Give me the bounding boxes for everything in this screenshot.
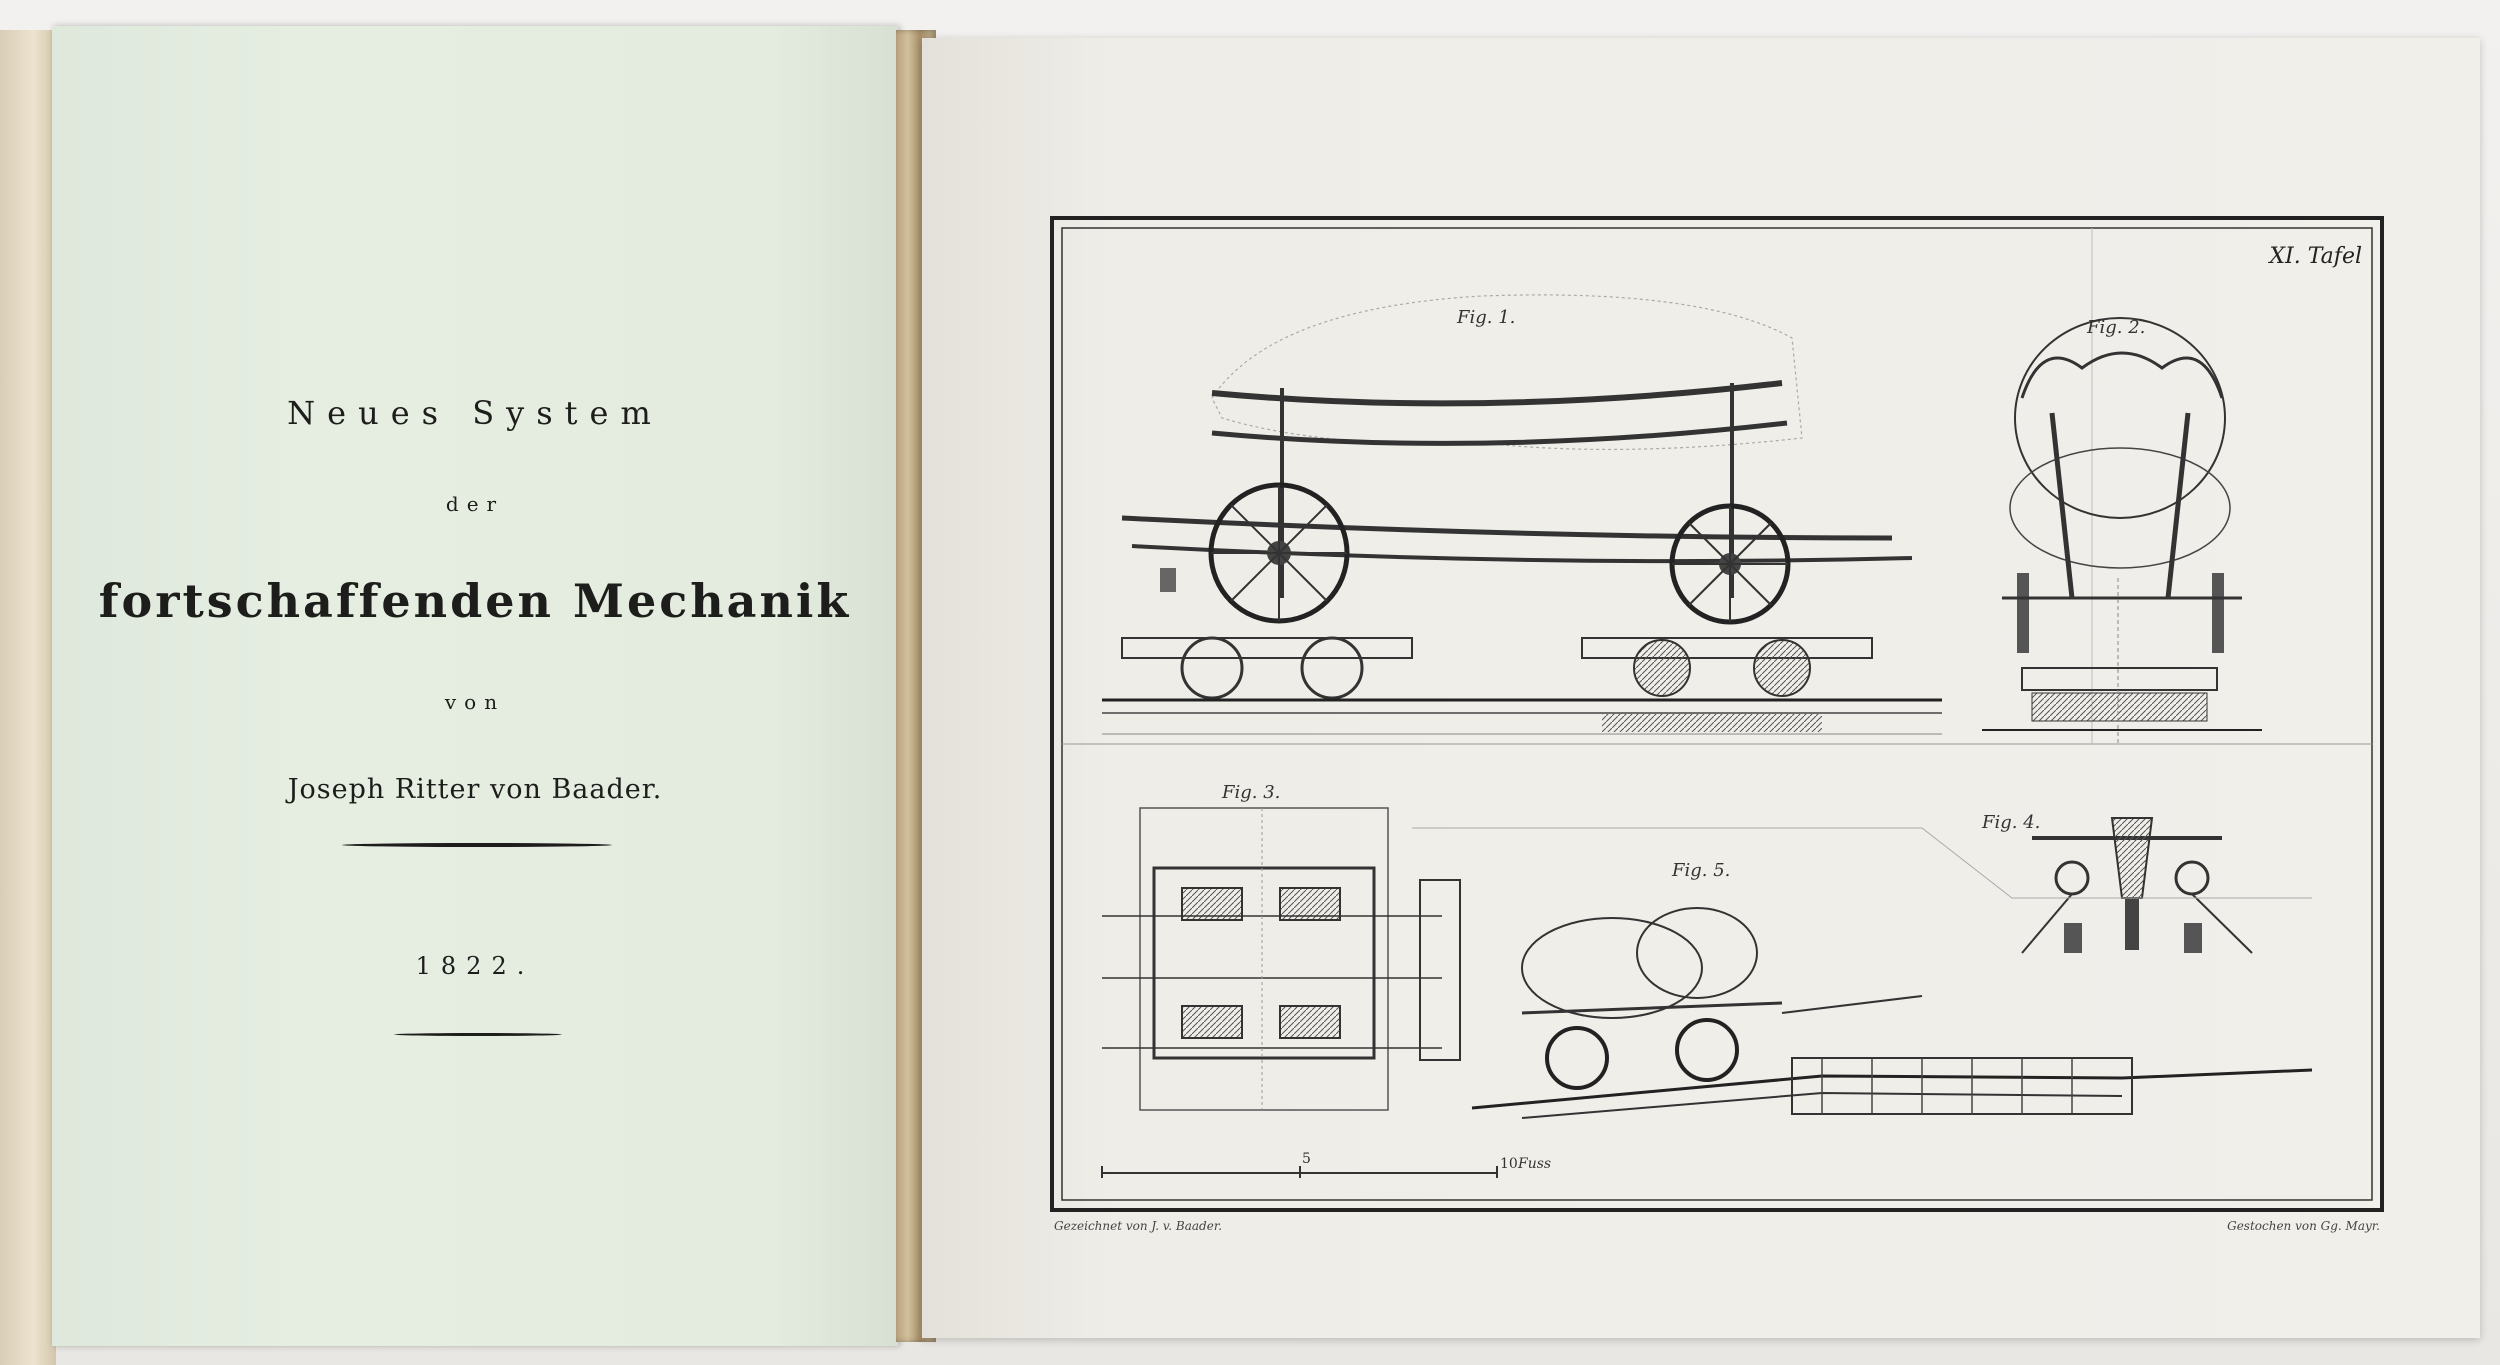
author-line: Joseph Ritter von Baader.: [287, 774, 663, 805]
fig5-label: Fig. 5.: [1672, 860, 1731, 881]
scale-mid-label: 5: [1302, 1151, 1311, 1167]
title-line-main: fortschaffenden Mechanik: [98, 574, 852, 628]
engraver-credit: Gestochen von Gg. Mayr.: [2227, 1219, 2380, 1233]
draftsman-credit: Gezeichnet von J. v. Baader.: [1054, 1219, 1223, 1233]
year-line: 1822.: [415, 952, 535, 980]
title-line-der: der: [445, 492, 505, 516]
ornamental-rule: [342, 843, 612, 847]
scale-end-label: 10: [1500, 1156, 1518, 1172]
scale-bar: [1102, 1151, 1551, 1178]
ornamental-rule-short: [394, 1033, 562, 1036]
left-page-edges: [0, 30, 56, 1365]
fig4-pulley-detail: [1981, 812, 2252, 953]
scale-unit-label: Fuss: [1518, 1156, 1552, 1172]
engraved-plate-page: [922, 38, 2480, 1338]
fig2-label: Fig. 2.: [2087, 317, 2146, 338]
fig3-plan-view: [1102, 782, 1460, 1110]
tafel-label: XI. Tafel: [2269, 244, 2362, 269]
fig1-wagon-side-view: [1102, 295, 1942, 734]
title-line-neues-system: Neues System: [287, 394, 663, 432]
plate-engraving: [922, 38, 2480, 1338]
title-line-von: von: [444, 690, 506, 714]
fig4-label: Fig. 4.: [1982, 812, 2041, 833]
fig1-label: Fig. 1.: [1457, 307, 1516, 328]
fig2-wagon-end-view: [1982, 317, 2262, 743]
title-page: [52, 26, 898, 1346]
fig3-label: Fig. 3.: [1222, 782, 1281, 803]
